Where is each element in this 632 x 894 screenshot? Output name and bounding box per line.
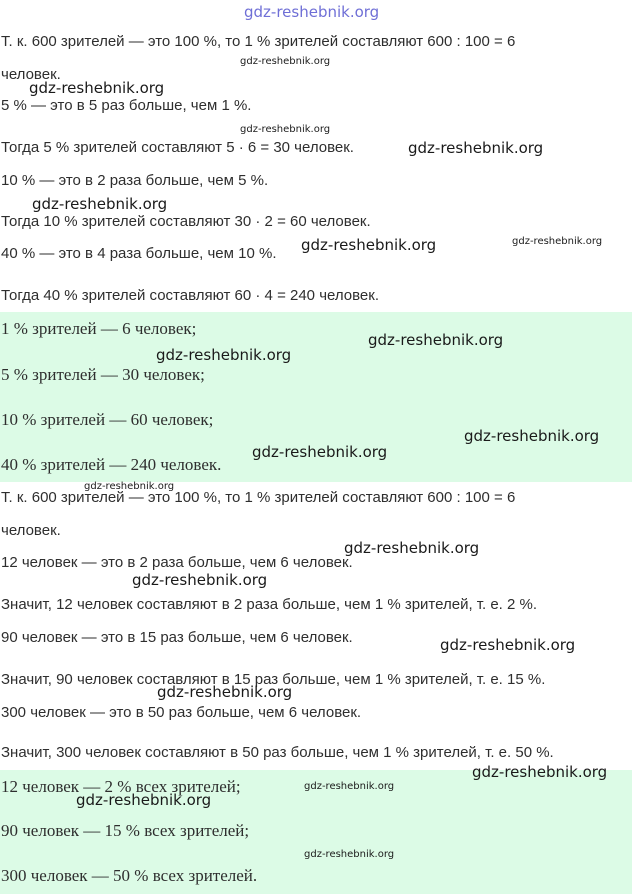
watermark: gdz-reshebnik.org	[344, 539, 480, 557]
watermark: gdz-reshebnik.org	[464, 427, 600, 445]
watermark: gdz-reshebnik.org	[156, 346, 292, 364]
watermark: gdz-reshebnik.org	[301, 236, 437, 254]
solution-line: Тогда 5 % зрителей составляют 5 · 6 = 30 человек.	[1, 139, 354, 156]
answer-line: 12 человек — 2 % всех зрителей;	[1, 777, 241, 796]
solution-line: 300 человек — это в 50 раз больше, чем 6 человек.	[1, 704, 362, 721]
watermark: gdz-reshebnik.org	[440, 636, 576, 654]
watermark: gdz-reshebnik.org	[304, 781, 395, 792]
answer-line: 40 % зрителей — 240 человек.	[1, 455, 222, 474]
solution-line: 10 % — это в 2 раза больше, чем 5 %.	[1, 172, 269, 189]
answer-line: 1 % зрителей — 6 человек;	[1, 319, 197, 338]
solution-line: 5 % — это в 5 раз больше, чем 1 %.	[1, 97, 252, 114]
solution-line: человек.	[1, 66, 61, 83]
watermark: gdz-reshebnik.org	[244, 3, 380, 21]
watermark: gdz-reshebnik.org	[240, 56, 331, 67]
watermark: gdz-reshebnik.org	[304, 849, 395, 860]
solution-line: Тогда 40 % зрителей составляют 60 · 4 = 240 человек.	[1, 287, 379, 304]
solution-line: человек.	[1, 522, 61, 539]
answer-line: 10 % зрителей — 60 человек;	[1, 410, 214, 429]
watermark: gdz-reshebnik.org	[512, 236, 603, 247]
watermark: gdz-reshebnik.org	[408, 139, 544, 157]
solution-line: Значит, 90 человек составляют в 15 раз больше, чем 1 % зрителей, т. е. 15 %.	[1, 671, 546, 688]
watermark: gdz-reshebnik.org	[472, 763, 608, 781]
solution-line: Т. к. 600 зрителей — это 100 %, то 1 % зрителей составляют 600 : 100 = 6	[1, 489, 516, 506]
solution-line: Т. к. 600 зрителей — это 100 %, то 1 % зрителей составляют 600 : 100 = 6	[1, 33, 516, 50]
solution-line: 90 человек — это в 15 раз больше, чем 6 человек.	[1, 629, 353, 646]
watermark: gdz-reshebnik.org	[76, 791, 212, 809]
solution-line: Значит, 300 человек составляют в 50 раз больше, чем 1 % зрителей, т. е. 50 %.	[1, 744, 554, 761]
watermark: gdz-reshebnik.org	[29, 79, 165, 97]
solution-line: 12 человек — это в 2 раза больше, чем 6 человек.	[1, 554, 353, 571]
watermark: gdz-reshebnik.org	[132, 571, 268, 589]
watermark: gdz-reshebnik.org	[240, 124, 331, 135]
answer-line: 300 человек — 50 % всех зрителей.	[1, 866, 258, 885]
watermark: gdz-reshebnik.org	[84, 481, 175, 492]
solution-line: 40 % — это в 4 раза больше, чем 10 %.	[1, 245, 277, 262]
watermark: gdz-reshebnik.org	[368, 331, 504, 349]
solution-line: Тогда 10 % зрителей составляют 30 · 2 = 60 человек.	[1, 213, 371, 230]
solution-line: Значит, 12 человек составляют в 2 раза больше, чем 1 % зрителей, т. е. 2 %.	[1, 596, 538, 613]
watermark: gdz-reshebnik.org	[32, 195, 168, 213]
watermark: gdz-reshebnik.org	[252, 443, 388, 461]
answer-line: 5 % зрителей — 30 человек;	[1, 365, 205, 384]
watermark: gdz-reshebnik.org	[157, 683, 293, 701]
answer-line: 90 человек — 15 % всех зрителей;	[1, 821, 250, 840]
